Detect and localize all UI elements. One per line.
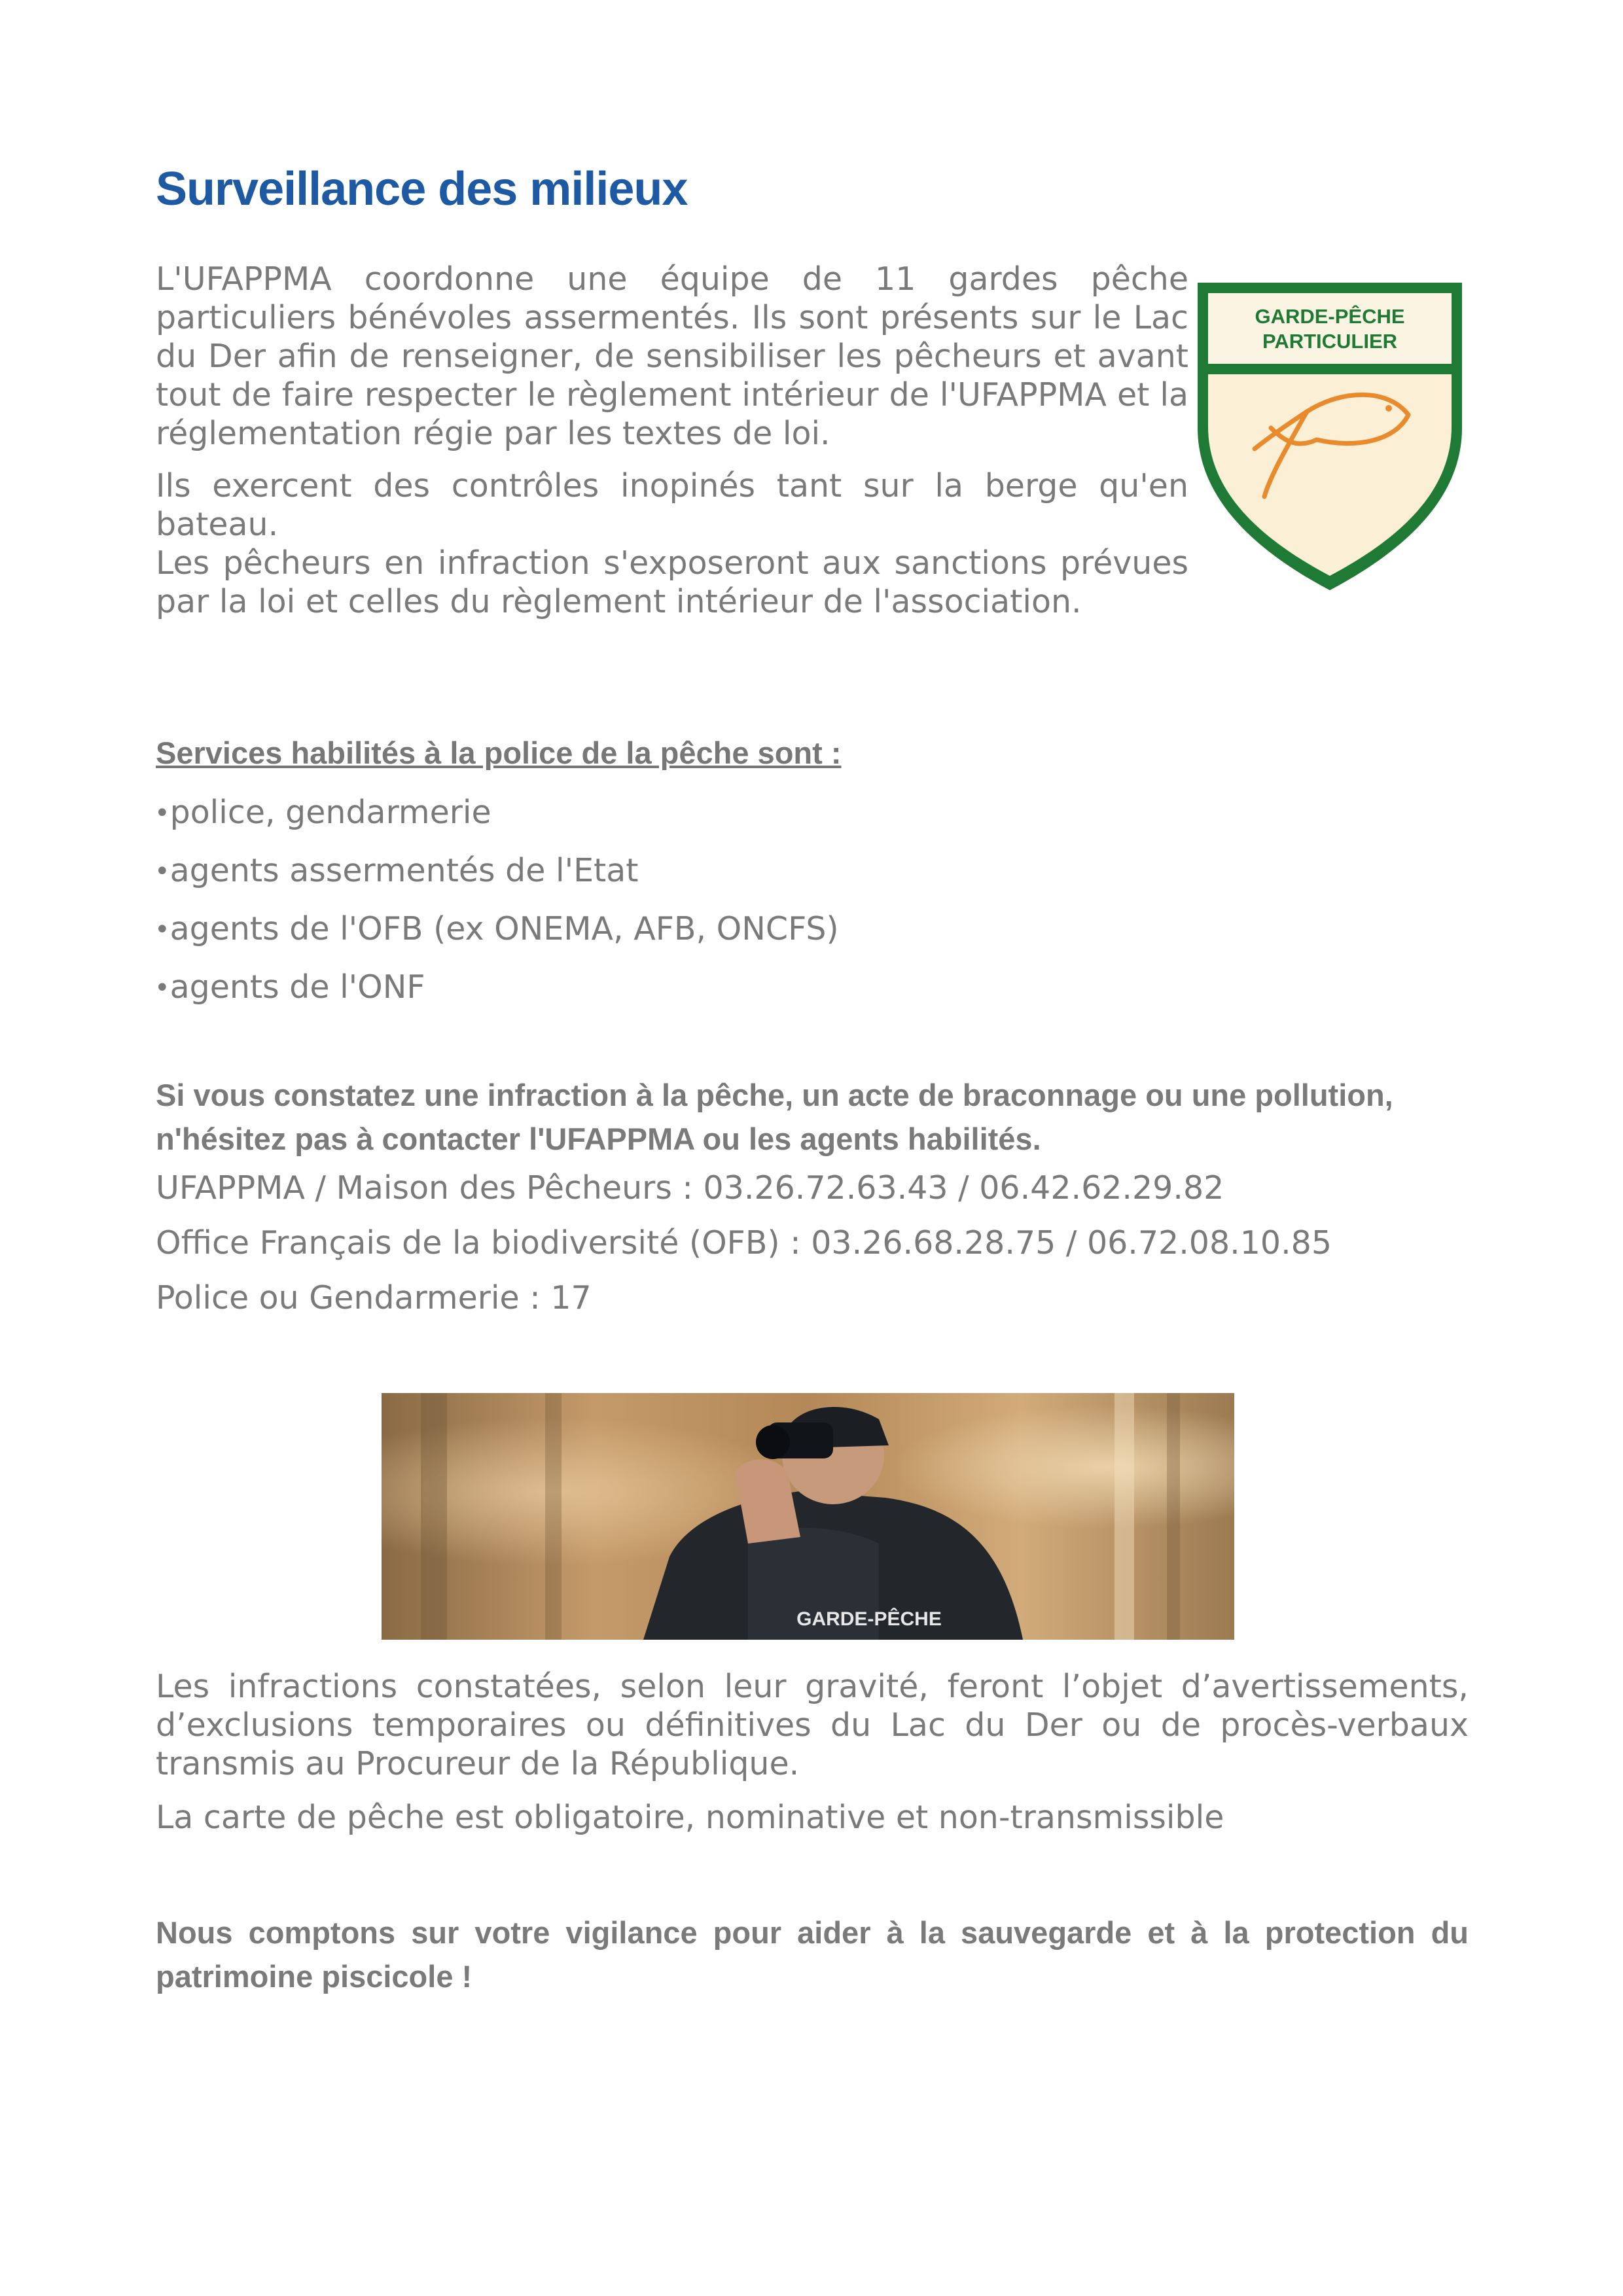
contact-police: Police ou Gendarmerie : 17: [156, 1279, 592, 1316]
infractions-paragraph: Les infractions constatées, selon leur gravité, feront l’objet d’avertissements, d’exclusions temporaires ou définitives du Lac du Der ou de procès-verbaux transmis au Procureur de la République.: [156, 1668, 1469, 1782]
list-item: •agents de l'OFB (ex ONEMA, AFB, ONCFS): [154, 910, 839, 947]
page-title: Surveillance des milieux: [156, 163, 688, 215]
services-list: [154, 793, 839, 1026]
photo-jacket-text: GARDE-PÊCHE: [796, 1608, 942, 1630]
license-paragraph: La carte de pêche est obligatoire, nominative et non-transmissible: [156, 1799, 1224, 1836]
list-item: •agents assermentés de l'Etat: [154, 852, 639, 889]
bullet-icon: •: [154, 915, 170, 945]
badge-line-2: PARTICULIER: [1262, 330, 1398, 353]
services-heading: Services habilités à la police de la pêche sont :: [156, 735, 842, 770]
list-item: •police, gendarmerie: [154, 794, 491, 831]
controls-paragraph: [156, 467, 1188, 621]
controls-line: Ils exercent des contrôles inopinés tant sur la berge qu'en bateau.: [156, 467, 1188, 543]
bullet-icon: •: [154, 973, 170, 1003]
alert-text: Si vous constatez une infraction à la pêche, un acte de braconnage ou une pollution, n'hésitez pas à contacter l'UFAPPMA ou les agents habilités.: [156, 1078, 1393, 1156]
bullet-icon: •: [154, 798, 170, 828]
contact-ufappma: UFAPPMA / Maison des Pêcheurs : 03.26.72.63.43 / 06.42.62.29.82: [156, 1169, 1224, 1207]
warden-photo: [382, 1393, 1234, 1640]
badge-line-1: GARDE-PÊCHE: [1255, 305, 1405, 328]
garde-peche-badge: [1192, 277, 1467, 598]
contact-ofb: Office Français de la biodiversité (OFB) : 03.26.68.28.75 / 06.72.08.10.85: [156, 1224, 1332, 1262]
sanctions-line: Les pêcheurs en infraction s'exposeront aux sanctions prévues par la loi et celles du règlement intérieur de l'association.: [156, 544, 1188, 620]
list-item: •agents de l'ONF: [154, 968, 425, 1006]
bullet-icon: •: [154, 857, 170, 887]
closing-text: Nous comptons sur votre vigilance pour aider à la sauvegarde et à la protection du patrimoine piscicole !: [156, 1915, 1469, 1994]
intro-paragraph: L'UFAPPMA coordonne une équipe de 11 gardes pêche particuliers bénévoles assermentés. Ils sont présents sur le Lac du Der afin de renseigner, de sensibiliser les pêcheurs et avant tout de faire respecter le règlement intérieur de l'UFAPPMA et la réglementation régie par les textes de loi.: [156, 260, 1188, 452]
